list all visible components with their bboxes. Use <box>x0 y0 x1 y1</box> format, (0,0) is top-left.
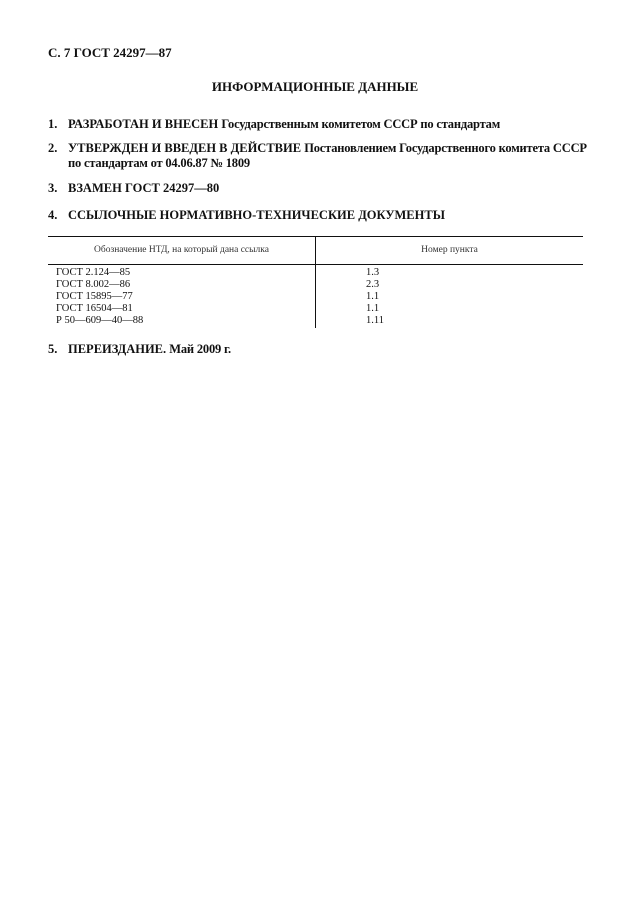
info-item-4 <box>48 208 588 223</box>
item-heading: ПЕРЕИЗДАНИЕ. <box>68 342 167 356</box>
table-cell: Р 50—609—40—88 <box>56 315 144 326</box>
table-cell: ГОСТ 8.002—86 <box>56 279 131 290</box>
table-cell: 1.11 <box>366 315 384 326</box>
item-number: 3. <box>48 181 58 195</box>
table-column-clauses <box>366 267 384 327</box>
column-header-document: Обозначение НТД, на который дана ссылка <box>94 245 269 255</box>
column-header-clause: Номер пункта <box>421 245 478 255</box>
table-cell: 2.3 <box>366 279 380 290</box>
info-item-3 <box>48 181 588 196</box>
item-heading: ВЗАМЕН ГОСТ 24297—80 <box>68 181 220 195</box>
item-text: Государственным комитетом СССР по стандартам <box>221 117 501 131</box>
page-header: С. 7 ГОСТ 24297—87 <box>48 45 172 60</box>
item-number: 1. <box>48 117 58 131</box>
table-cell: ГОСТ 16504—81 <box>56 303 133 314</box>
item-number: 5. <box>48 342 58 356</box>
table-cell: ГОСТ 15895—77 <box>56 291 133 302</box>
item-heading: ССЫЛОЧНЫЕ НОРМАТИВНО-ТЕХНИЧЕСКИЕ ДОКУМЕНТЫ <box>68 208 445 222</box>
item-heading: УТВЕРЖДЕН И ВВЕДЕН В ДЕЙСТВИЕ <box>68 141 302 155</box>
item-heading: РАЗРАБОТАН И ВНЕСЕН <box>68 117 219 131</box>
table-cell: 1.3 <box>366 267 380 278</box>
section-title: ИНФОРМАЦИОННЫЕ ДАННЫЕ <box>211 79 419 94</box>
table-cell: 1.1 <box>366 291 380 302</box>
table-column-documents <box>56 267 143 327</box>
info-item-2 <box>48 141 588 171</box>
table-cell: ГОСТ 2.124—85 <box>56 267 131 278</box>
info-item-5 <box>48 342 588 357</box>
item-text: Май 2009 г. <box>169 342 231 356</box>
item-number: 4. <box>48 208 58 222</box>
info-item-1 <box>48 117 588 132</box>
item-text: Постановлением Государственного комитета СССР по стандартам от 04.06.87 № 1809 <box>68 141 587 170</box>
table-cell: 1.1 <box>366 303 380 314</box>
item-number: 2. <box>48 141 58 155</box>
